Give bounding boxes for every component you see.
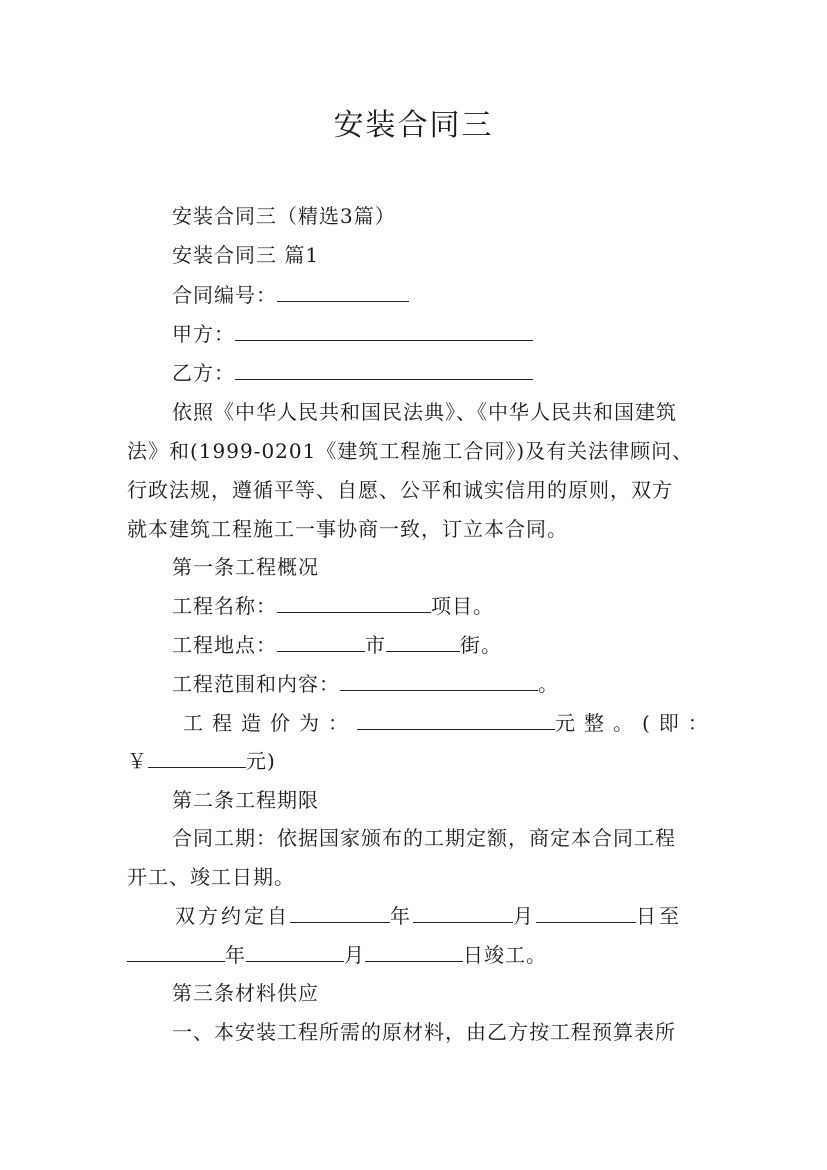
party-a-blank — [235, 322, 533, 341]
project-name-blank — [277, 594, 431, 613]
article-3-heading: 第三条材料供应 — [172, 981, 319, 1005]
project-cost-suffix: 元整。(即： — [555, 711, 717, 735]
end-date-row — [127, 939, 547, 968]
project-scope-blank — [340, 672, 538, 691]
project-name-row — [172, 590, 494, 619]
completion-label: 日竣工。 — [463, 943, 547, 967]
article-1-heading: 第一条工程概况 — [172, 555, 319, 579]
city-blank — [277, 633, 365, 652]
project-location-label: 工程地点： — [172, 633, 277, 657]
project-cost-row-2 — [127, 745, 276, 774]
month-label: 月 — [513, 904, 536, 928]
project-scope-suffix: 。 — [538, 672, 559, 696]
agreement-prefix: 双方约定自 — [175, 904, 290, 928]
month-label: 月 — [344, 943, 365, 967]
city-label: 市 — [365, 633, 386, 657]
project-location-row — [172, 629, 502, 658]
yen-suffix: 元) — [246, 749, 276, 773]
paragraph-line: 一、本安装工程所需的原材料，由乙方按工程预算表所 — [172, 1020, 676, 1044]
year-label: 年 — [390, 904, 413, 928]
party-b-blank — [235, 361, 533, 380]
article-2-heading: 第二条工程期限 — [172, 788, 319, 812]
party-a-row — [172, 318, 533, 347]
contract-number-blank — [277, 283, 409, 302]
paragraph-line: 合同工期：依据国家颁布的工期定额，商定本合同工程 — [172, 826, 676, 850]
project-scope-label: 工程范围和内容： — [172, 672, 340, 696]
day-to-label: 日至 — [636, 904, 682, 928]
project-cost-row — [183, 707, 717, 736]
start-day-blank — [536, 904, 636, 923]
start-year-blank — [290, 904, 390, 923]
end-month-blank — [246, 943, 344, 962]
contract-number-label: 合同编号： — [172, 283, 277, 307]
end-day-blank — [365, 943, 463, 962]
project-name-label: 工程名称： — [172, 594, 277, 618]
yen-symbol: ￥ — [127, 749, 148, 773]
yen-amount-blank — [148, 749, 246, 768]
project-scope-row — [172, 668, 559, 697]
party-a-label: 甲方： — [172, 322, 235, 346]
collection-heading: 安装合同三（精选3篇） — [172, 204, 396, 228]
section-heading: 安装合同三 篇1 — [172, 243, 320, 267]
street-label: 街。 — [460, 633, 502, 657]
project-cost-blank — [357, 711, 555, 730]
project-name-suffix: 项目。 — [431, 594, 494, 618]
party-b-row — [172, 357, 533, 386]
start-month-blank — [413, 904, 513, 923]
paragraph-line: 法》和(1999-0201《建筑工程施工合同》)及有关法律顾问、 — [127, 439, 694, 463]
contract-number-row — [172, 279, 409, 308]
end-year-blank — [127, 943, 225, 962]
project-cost-label: 工程造价为： — [183, 711, 357, 735]
paragraph-line: 就本建筑工程施工一事协商一致，订立本合同。 — [127, 517, 568, 541]
paragraph-line: 开工、竣工日期。 — [127, 865, 295, 889]
document-title: 安装合同三 — [333, 108, 494, 143]
party-b-label: 乙方： — [172, 361, 235, 385]
paragraph-line: 依照《中华人民共和国民法典》、《中华人民共和国建筑 — [172, 400, 677, 424]
year-label: 年 — [225, 943, 246, 967]
paragraph-line: 行政法规，遵循平等、自愿、公平和诚实信用的原则，双方 — [127, 478, 673, 502]
street-blank — [386, 633, 460, 652]
start-date-row — [175, 900, 682, 929]
